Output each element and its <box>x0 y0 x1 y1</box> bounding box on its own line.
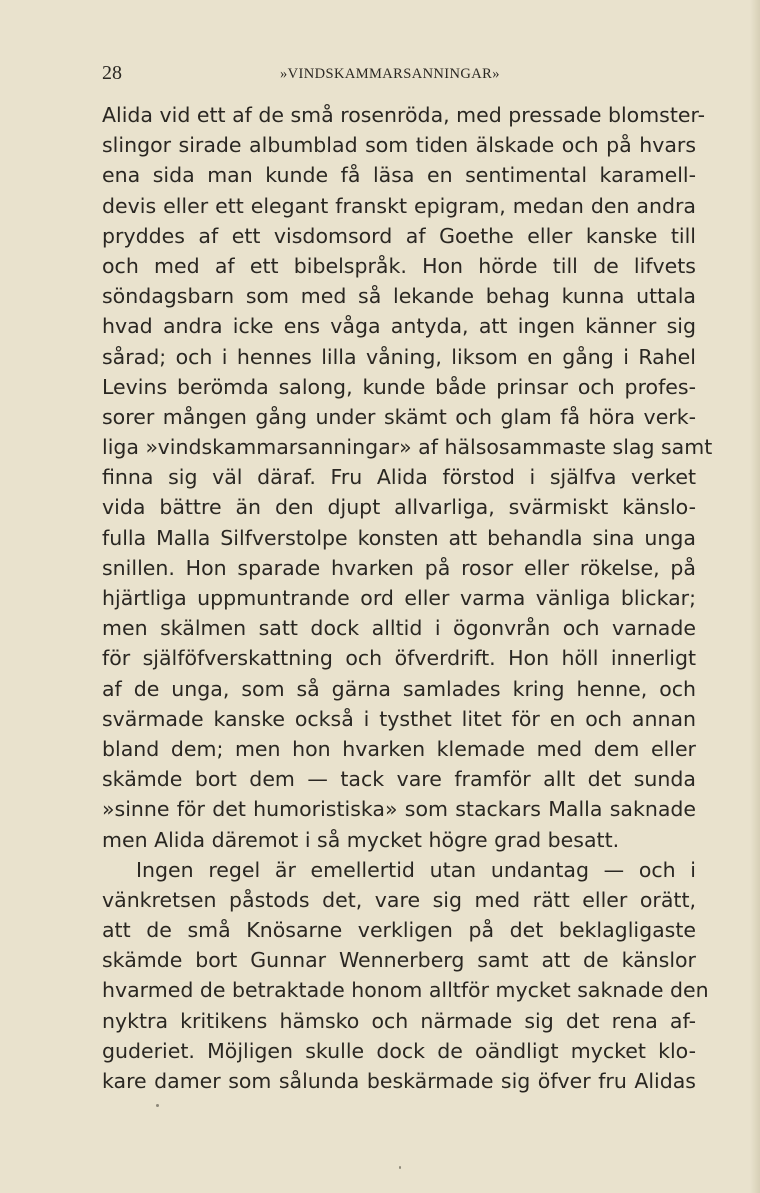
text-line: söndagsbarn som med så lekande behag kunna uttala <box>102 284 696 309</box>
text-line: vänkretsen påstods det, vare sig med rätt eller orätt, <box>102 887 696 912</box>
text-line: att de små Knösarne verkligen på det beklagligaste <box>102 918 696 943</box>
text-line: men skälmen satt dock alltid i ögonvrån och varnade <box>102 616 696 641</box>
text-line: och med af ett bibelspråk. Hon hörde till de lifvets <box>102 253 696 278</box>
text-line: »sinne för det humoristiska» som stackars Malla saknade <box>102 797 696 822</box>
text-line: fulla Malla Silfverstolpe konsten att behandla sina unga <box>102 525 696 550</box>
paragraph-2 <box>102 855 709 1097</box>
text-line: af de unga, som så gärna samlades kring henne, och <box>102 676 696 701</box>
text-line: skämde bort dem — tack vare framför allt det sunda <box>102 767 696 792</box>
text-line: skämde bort Gunnar Wennerberg samt att de känslor <box>102 948 696 973</box>
text-line: liga »vindskammarsanningar» af hälsosammaste slag samt <box>102 435 713 460</box>
page-header <box>102 60 694 86</box>
text-line: finna sig väl däraf. Fru Alida förstod i själfva verket <box>102 465 696 490</box>
text-line: hvad andra icke ens våga antyda, att ingen känner sig <box>102 314 696 339</box>
text-line: för själföfverskattning och öfverdrift. Hon höll innerligt <box>102 646 696 671</box>
text-line: kare damer som sålunda beskärmade sig öfver fru Alidas <box>102 1069 696 1093</box>
body-text <box>102 100 713 1096</box>
text-line: hvarmed de betraktade honom alltför mycket saknade den <box>102 978 709 1003</box>
paper-speck <box>156 1104 159 1107</box>
text-line: snillen. Hon sparade hvarken på rosor eller rökelse, på <box>102 555 696 580</box>
page-edge-shadow <box>750 0 760 1193</box>
text-line: slingor sirade albumblad som tiden älskade och på hvars <box>102 133 696 158</box>
text-line: hjärtliga uppmuntrande ord eller varma vänliga blickar; <box>102 586 696 610</box>
text-line: vida bättre än den djupt allvarliga, svärmiskt känslo- <box>102 495 696 520</box>
text-line: bland dem; men hon hvarken klemade med dem eller <box>102 736 696 761</box>
text-line: devis eller ett elegant franskt epigram, medan den andra <box>102 193 696 218</box>
text-line: men Alida däremot i så mycket högre grad besatt. <box>102 827 620 852</box>
text-line: ena sida man kunde få läsa en sentimental karamell- <box>102 163 696 188</box>
text-line: Alida vid ett af de små rosenröda, med pressade blomster- <box>102 103 706 127</box>
text-line: Ingen regel är emellertid utan undantag — och i <box>136 857 696 882</box>
text-line: sårad; och i hennes lilla våning, liksom en gång i Rahel <box>102 344 696 369</box>
text-line: Levins berömda salong, kunde både prinsar och profes- <box>102 374 696 399</box>
page-number: 28 <box>102 62 122 84</box>
text-line: guderiet. Möjligen skulle dock de oändligt mycket klo- <box>102 1038 696 1063</box>
running-head: »VINDSKAMMARSANNINGAR» <box>280 66 500 82</box>
text-line: nyktra kritikens hämsko och närmade sig det rena af- <box>102 1008 696 1033</box>
paragraph-1 <box>102 100 713 855</box>
paper-speck <box>399 1166 401 1169</box>
text-line: pryddes af ett visdomsord af Goethe eller kanske till <box>102 223 696 248</box>
text-line: svärmade kanske också i tysthet litet för en och annan <box>102 706 696 731</box>
text-line: sorer mången gång under skämt och glam få höra verk- <box>102 404 696 429</box>
